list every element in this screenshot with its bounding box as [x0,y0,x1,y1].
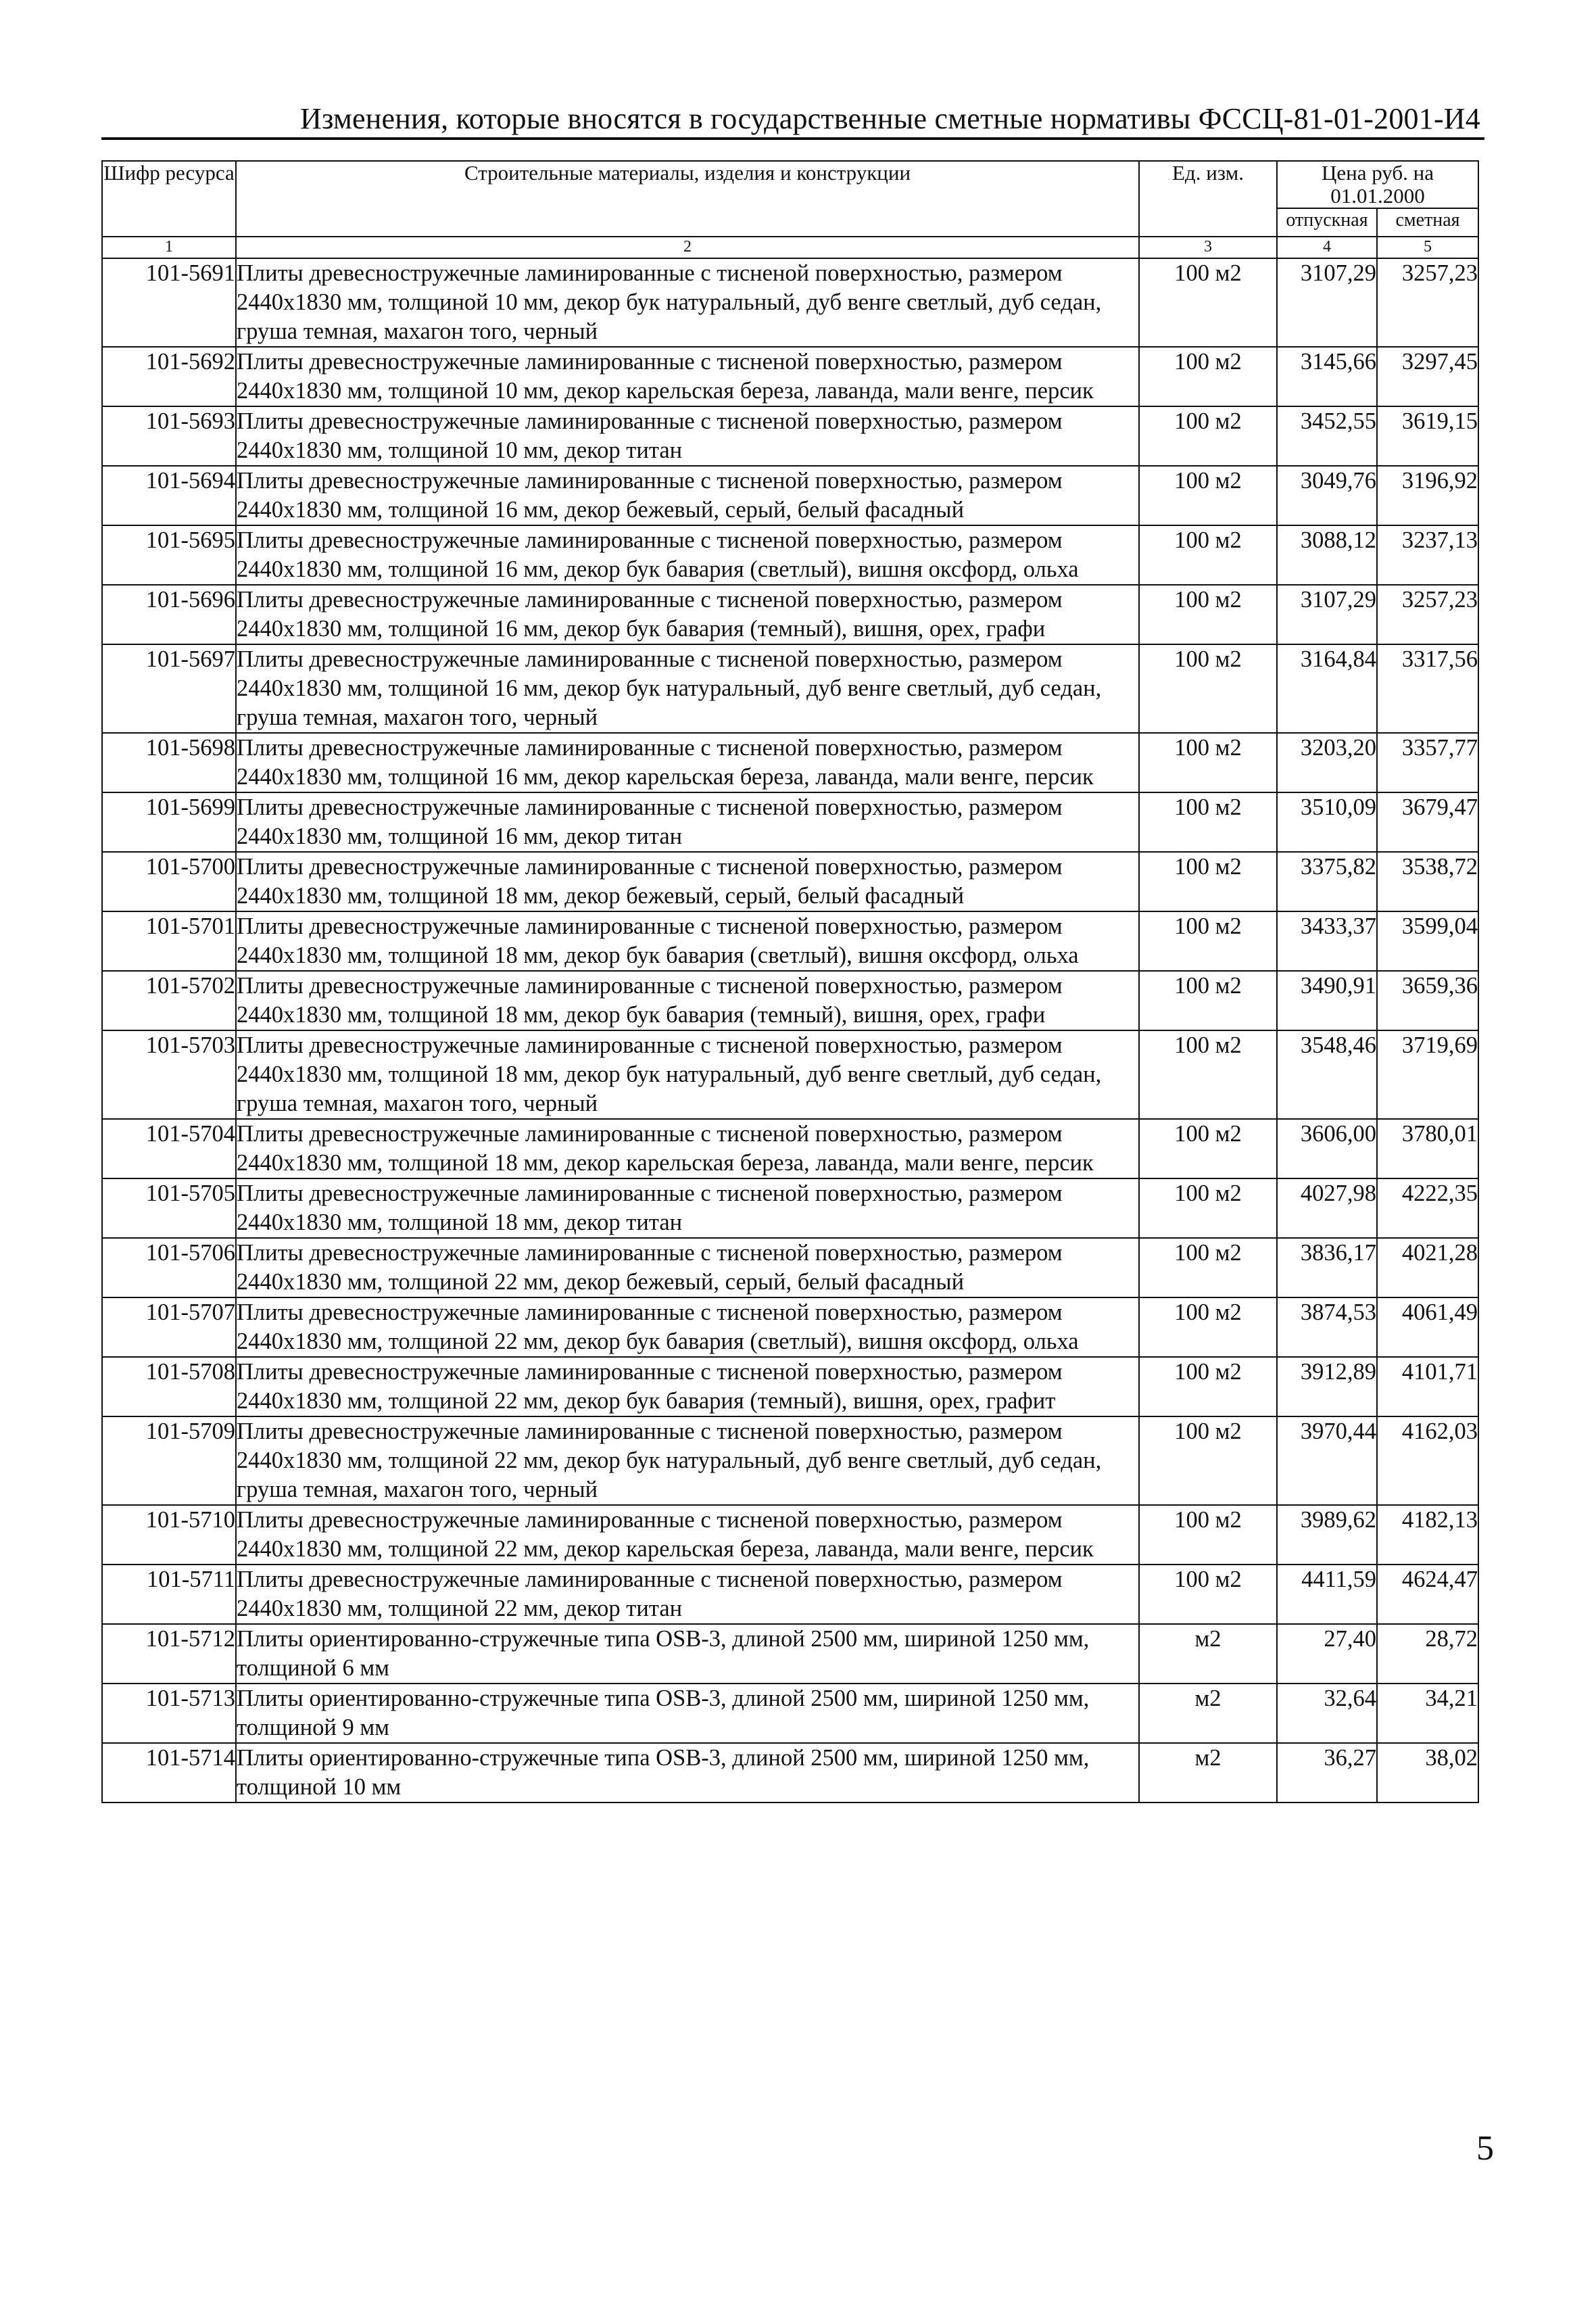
cell-estimate-price: 4162,03 [1377,1416,1478,1505]
price-table [101,160,1479,1803]
header-unit: Ед. изм. [1139,161,1277,237]
cell-name: Плиты древесностружечные ламинированные с тисненой поверхностью, размером 2440х1830 мм, толщиной 16 мм, декор бежевый, серый, белый фасадный [236,466,1139,525]
cell-unit: 100 м2 [1139,1030,1277,1119]
header-name: Строительные материалы, изделия и конструкции [236,161,1139,237]
table-row [102,1565,1478,1624]
cell-unit: 100 м2 [1139,1565,1277,1624]
cell-name: Плиты древесностружечные ламинированные с тисненой поверхностью, размером 2440х1830 мм, толщиной 18 мм, декор бук бавария (светлый), вишня оксфорд, ольха [236,911,1139,971]
cell-name: Плиты древесностружечные ламинированные с тисненой поверхностью, размером 2440х1830 мм, толщиной 22 мм, декор титан [236,1565,1139,1624]
cell-release-price: 4027,98 [1277,1178,1377,1238]
cell-code: 101-5700 [102,852,236,911]
cell-code: 101-5708 [102,1357,236,1416]
cell-name: Плиты древесностружечные ламинированные с тисненой поверхностью, размером 2440х1830 мм, толщиной 16 мм, декор бук натуральный, дуб венге светлый, дуб седан, груша темная, махагон того, черный [236,644,1139,733]
table-row [102,1416,1478,1505]
cell-unit: 100 м2 [1139,911,1277,971]
cell-code: 101-5693 [102,406,236,466]
cell-code: 101-5712 [102,1624,236,1684]
cell-name: Плиты древесностружечные ламинированные с тисненой поверхностью, размером 2440х1830 мм, толщиной 10 мм, декор карельская береза, лаванда, мали венге, персик [236,347,1139,406]
cell-unit: 100 м2 [1139,1357,1277,1416]
cell-unit: 100 м2 [1139,1178,1277,1238]
cell-release-price: 3510,09 [1277,792,1377,852]
cell-name: Плиты древесностружечные ламинированные с тисненой поверхностью, размером 2440х1830 мм, толщиной 16 мм, декор бук бавария (светлый), вишня оксфорд, ольха [236,525,1139,585]
cell-code: 101-5710 [102,1505,236,1565]
column-number: 4 [1277,237,1377,258]
cell-estimate-price: 3780,01 [1377,1119,1478,1178]
cell-estimate-price: 4182,13 [1377,1505,1478,1565]
cell-name: Плиты древесностружечные ламинированные с тисненой поверхностью, размером 2440х1830 мм, толщиной 22 мм, декор бук бавария (темный), вишня, орех, графит [236,1357,1139,1416]
cell-code: 101-5697 [102,644,236,733]
table-row [102,525,1478,585]
cell-estimate-price: 3297,45 [1377,347,1478,406]
cell-estimate-price: 3237,13 [1377,525,1478,585]
cell-estimate-price: 3538,72 [1377,852,1478,911]
cell-name: Плиты древесностружечные ламинированные с тисненой поверхностью, размером 2440х1830 мм, толщиной 10 мм, декор бук натуральный, дуб венге светлый, дуб седан, груша темная, махагон того, черный [236,258,1139,347]
cell-unit: 100 м2 [1139,466,1277,525]
cell-name: Плиты древесностружечные ламинированные с тисненой поверхностью, размером 2440х1830 мм, толщиной 18 мм, декор бук натуральный, дуб венге светлый, дуб седан, груша темная, махагон того, черный [236,1030,1139,1119]
cell-unit: 100 м2 [1139,1297,1277,1357]
cell-code: 101-5691 [102,258,236,347]
column-number: 3 [1139,237,1277,258]
column-number: 5 [1377,237,1478,258]
header-divider [101,137,1484,140]
cell-code: 101-5702 [102,971,236,1030]
cell-code: 101-5713 [102,1684,236,1743]
cell-release-price: 3874,53 [1277,1297,1377,1357]
cell-name: Плиты древесностружечные ламинированные с тисненой поверхностью, размером 2440х1830 мм, толщиной 22 мм, декор бук натуральный, дуб венге светлый, дуб седан, груша темная, махагон того, черный [236,1416,1139,1505]
cell-unit: 100 м2 [1139,347,1277,406]
cell-estimate-price: 34,21 [1377,1684,1478,1743]
header-release: отпускная [1277,208,1377,237]
cell-code: 101-5707 [102,1297,236,1357]
table-row [102,406,1478,466]
table-row [102,585,1478,644]
cell-release-price: 3433,37 [1277,911,1377,971]
table-row [102,1178,1478,1238]
cell-release-price: 3145,66 [1277,347,1377,406]
header-estimate: сметная [1377,208,1478,237]
cell-release-price: 3049,76 [1277,466,1377,525]
cell-name: Плиты ориентированно-стружечные типа OSB-3, длиной 2500 мм, шириной 1250 мм, толщиной 9 мм [236,1684,1139,1743]
cell-code: 101-5701 [102,911,236,971]
cell-code: 101-5705 [102,1178,236,1238]
cell-code: 101-5703 [102,1030,236,1119]
cell-unit: 100 м2 [1139,525,1277,585]
cell-unit: м2 [1139,1684,1277,1743]
cell-code: 101-5696 [102,585,236,644]
cell-estimate-price: 4222,35 [1377,1178,1478,1238]
cell-unit: 100 м2 [1139,258,1277,347]
cell-unit: 100 м2 [1139,406,1277,466]
cell-code: 101-5698 [102,733,236,792]
cell-code: 101-5699 [102,792,236,852]
page-title: Изменения, которые вносятся в государственные сметные нормативы ФССЦ-81-01-2001-И4 [300,102,1480,135]
cell-release-price: 3375,82 [1277,852,1377,911]
cell-name: Плиты древесностружечные ламинированные с тисненой поверхностью, размером 2440х1830 мм, толщиной 18 мм, декор титан [236,1178,1139,1238]
cell-code: 101-5704 [102,1119,236,1178]
cell-release-price: 4411,59 [1277,1565,1377,1624]
cell-estimate-price: 3719,69 [1377,1030,1478,1119]
cell-name: Плиты древесностружечные ламинированные с тисненой поверхностью, размером 2440х1830 мм, толщиной 22 мм, декор бук бавария (светлый), вишня оксфорд, ольха [236,1297,1139,1357]
cell-code: 101-5709 [102,1416,236,1505]
cell-unit: 100 м2 [1139,644,1277,733]
cell-unit: 100 м2 [1139,1505,1277,1565]
cell-release-price: 3548,46 [1277,1030,1377,1119]
cell-release-price: 3970,44 [1277,1416,1377,1505]
cell-name: Плиты ориентированно-стружечные типа OSB-3, длиной 2500 мм, шириной 1250 мм, толщиной 10 мм [236,1743,1139,1803]
cell-unit: 100 м2 [1139,1416,1277,1505]
table-row [102,258,1478,347]
cell-release-price: 3606,00 [1277,1119,1377,1178]
cell-unit: 100 м2 [1139,1238,1277,1297]
cell-code: 101-5692 [102,347,236,406]
cell-name: Плиты древесностружечные ламинированные с тисненой поверхностью, размером 2440х1830 мм, толщиной 18 мм, декор карельская береза, лаванда, мали венге, персик [236,1119,1139,1178]
cell-unit: 100 м2 [1139,733,1277,792]
cell-estimate-price: 3599,04 [1377,911,1478,971]
cell-release-price: 3490,91 [1277,971,1377,1030]
cell-unit: м2 [1139,1624,1277,1684]
cell-unit: 100 м2 [1139,852,1277,911]
cell-release-price: 3836,17 [1277,1238,1377,1297]
column-number: 1 [102,237,236,258]
cell-estimate-price: 3659,36 [1377,971,1478,1030]
cell-estimate-price: 4021,28 [1377,1238,1478,1297]
table-row [102,1743,1478,1803]
cell-name: Плиты древесностружечные ламинированные с тисненой поверхностью, размером 2440х1830 мм, толщиной 16 мм, декор бук бавария (темный), вишня, орех, графи [236,585,1139,644]
table-row [102,1684,1478,1743]
cell-estimate-price: 3257,23 [1377,585,1478,644]
cell-name: Плиты древесностружечные ламинированные с тисненой поверхностью, размером 2440х1830 мм, толщиной 22 мм, декор карельская береза, лаванда, мали венге, персик [236,1505,1139,1565]
cell-code: 101-5706 [102,1238,236,1297]
cell-estimate-price: 4061,49 [1377,1297,1478,1357]
cell-release-price: 3164,84 [1277,644,1377,733]
cell-release-price: 32,64 [1277,1684,1377,1743]
cell-code: 101-5714 [102,1743,236,1803]
cell-name: Плиты древесностружечные ламинированные с тисненой поверхностью, размером 2440х1830 мм, толщиной 10 мм, декор титан [236,406,1139,466]
cell-unit: 100 м2 [1139,585,1277,644]
cell-estimate-price: 3196,92 [1377,466,1478,525]
cell-release-price: 3088,12 [1277,525,1377,585]
cell-estimate-price: 4624,47 [1377,1565,1478,1624]
table-row [102,644,1478,733]
cell-estimate-price: 4101,71 [1377,1357,1478,1416]
cell-unit: 100 м2 [1139,792,1277,852]
cell-estimate-price: 38,02 [1377,1743,1478,1803]
column-number: 2 [236,237,1139,258]
cell-release-price: 3989,62 [1277,1505,1377,1565]
cell-code: 101-5694 [102,466,236,525]
cell-unit: 100 м2 [1139,1119,1277,1178]
table-row [102,347,1478,406]
table-row [102,1297,1478,1357]
header-code: Шифр ресурса [102,161,236,237]
table-row [102,971,1478,1030]
page-number: 5 [1476,2129,1494,2168]
cell-name: Плиты древесностружечные ламинированные с тисненой поверхностью, размером 2440х1830 мм, толщиной 22 мм, декор бежевый, серый, белый фасадный [236,1238,1139,1297]
table-row [102,1238,1478,1297]
cell-name: Плиты древесностружечные ламинированные с тисненой поверхностью, размером 2440х1830 мм, толщиной 18 мм, декор бук бавария (темный), вишня, орех, графи [236,971,1139,1030]
cell-release-price: 3107,29 [1277,585,1377,644]
cell-unit: м2 [1139,1743,1277,1803]
cell-release-price: 3203,20 [1277,733,1377,792]
cell-name: Плиты ориентированно-стружечные типа OSB-3, длиной 2500 мм, шириной 1250 мм, толщиной 6 мм [236,1624,1139,1684]
cell-release-price: 27,40 [1277,1624,1377,1684]
table-row [102,1505,1478,1565]
table-row [102,792,1478,852]
cell-release-price: 36,27 [1277,1743,1377,1803]
table-row [102,1624,1478,1684]
cell-estimate-price: 3679,47 [1377,792,1478,852]
cell-release-price: 3912,89 [1277,1357,1377,1416]
cell-name: Плиты древесностружечные ламинированные с тисненой поверхностью, размером 2440х1830 мм, толщиной 16 мм, декор карельская береза, лаванда, мали венге, персик [236,733,1139,792]
table-row [102,733,1478,792]
cell-estimate-price: 3317,56 [1377,644,1478,733]
cell-name: Плиты древесностружечные ламинированные с тисненой поверхностью, размером 2440х1830 мм, толщиной 18 мм, декор бежевый, серый, белый фасадный [236,852,1139,911]
cell-release-price: 3452,55 [1277,406,1377,466]
cell-release-price: 3107,29 [1277,258,1377,347]
cell-estimate-price: 3357,77 [1377,733,1478,792]
cell-estimate-price: 28,72 [1377,1624,1478,1684]
table-row [102,466,1478,525]
table-row [102,852,1478,911]
table-row [102,1357,1478,1416]
cell-code: 101-5695 [102,525,236,585]
cell-estimate-price: 3619,15 [1377,406,1478,466]
table-row [102,911,1478,971]
cell-code: 101-5711 [102,1565,236,1624]
cell-unit: 100 м2 [1139,971,1277,1030]
cell-estimate-price: 3257,23 [1377,258,1478,347]
table-row [102,1119,1478,1178]
cell-name: Плиты древесностружечные ламинированные с тисненой поверхностью, размером 2440х1830 мм, толщиной 16 мм, декор титан [236,792,1139,852]
table-row [102,1030,1478,1119]
header-price: Цена руб. на 01.01.2000 [1277,161,1478,208]
